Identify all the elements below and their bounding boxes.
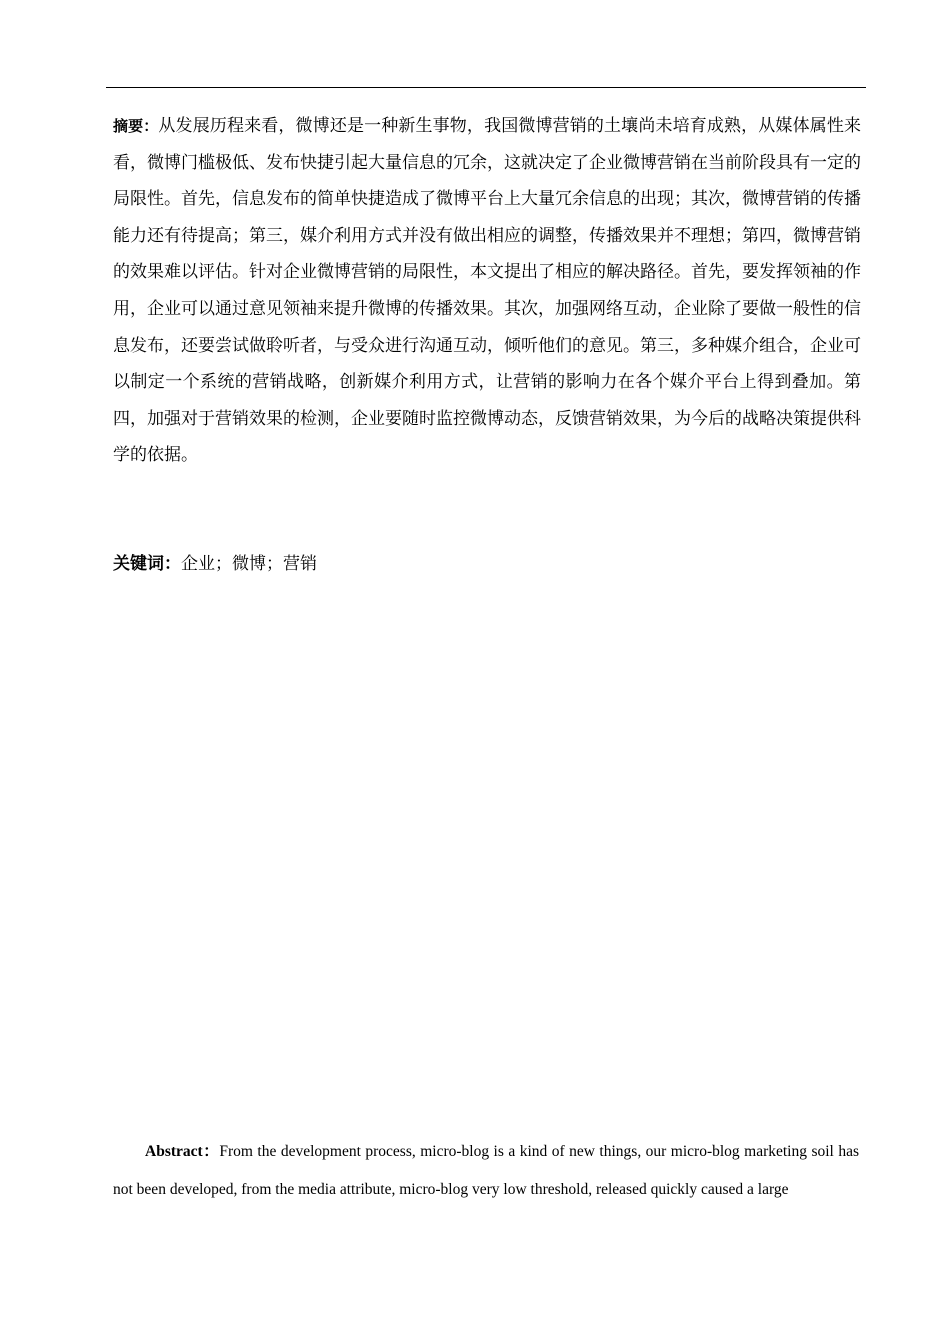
- abstract-chinese-text: 从发展历程来看，微博还是一种新生事物，我国微博营销的土壤尚未培育成熟，从媒体属性来看，微博门槛极低、发布快捷引起大量信息的冗余，这就决定了企业微博营销在当前阶段具有一定的局限性。首先，信息发布的简单快捷造成了微博平台上大量冗余信息的出现；其次，微博营销的传播能力还有待提高；第三，媒介利用方式并没有做出相应的调整，传播效果并不理想；第四，微博营销的效果难以评估。针对企业微博营销的局限性，本文提出了相应的解决路径。首先，要发挥领袖的作用，企业可以通过意见领袖来提升微博的传播效果。其次，加强网络互动，企业除了要做一般性的信息发布，还要尝试做聆听者，与受众进行沟通互动，倾听他们的意见。第三，多种媒介组合，企业可以制定一个系统的营销战略，创新媒介利用方式，让营销的影响力在各个媒介平台上得到叠加。第四，加强对于营销效果的检测，企业要随时监控微博动态，反馈营销效果，为今后的战略决策提供科学的依据。: [113, 116, 861, 466]
- abstract-chinese: [113, 108, 861, 474]
- abstract-chinese-label: 摘要：: [113, 117, 159, 135]
- abstract-english-label: Abstract：: [145, 1143, 220, 1160]
- keywords-chinese: [113, 549, 861, 579]
- header-rule: [106, 87, 866, 88]
- abstract-english-text: From the development process, micro-blog is a kind of new things, our micro-blog marketing soil has not been developed, from the media attribute, micro-blog very low threshold, released quickly caused a large: [113, 1143, 859, 1198]
- keywords-chinese-text: 企业；微博；营销: [181, 554, 317, 574]
- abstract-english: [113, 1133, 859, 1209]
- keywords-chinese-label: 关键词：: [113, 554, 181, 574]
